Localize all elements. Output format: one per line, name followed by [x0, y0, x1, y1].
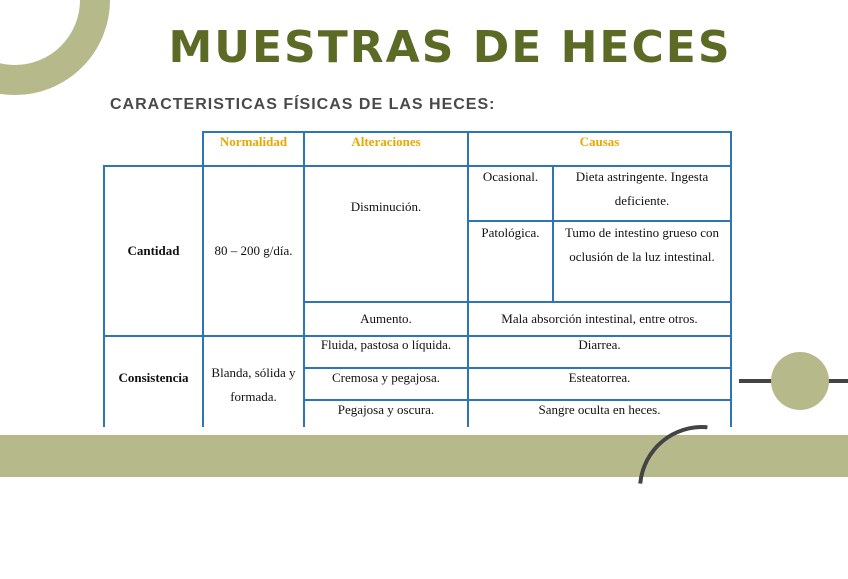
- consistencia-normal: Blanda, sólida y formada.: [211, 365, 296, 404]
- header-alteraciones: Alteraciones: [351, 134, 421, 149]
- consistencia-causa: Sangre oculta en heces.: [538, 402, 661, 417]
- cantidad-normal: 80 – 200 g/día.: [214, 243, 293, 258]
- cantidad-ocasional-causa: Dieta astringente. Ingesta deficiente.: [575, 169, 709, 208]
- consistencia-causa: Esteatorrea.: [568, 370, 631, 385]
- page-title: MUESTRAS DE HECES: [168, 22, 732, 73]
- header-normalidad: Normalidad: [219, 134, 288, 149]
- consistencia-alteracion: Pegajosa y oscura.: [337, 402, 435, 417]
- cantidad-aumento: Aumento.: [360, 311, 412, 326]
- row-label-cantidad: Cantidad: [127, 243, 180, 258]
- cantidad-aumento-causa: Mala absorción intestinal, entre otros.: [501, 311, 698, 326]
- table-border: [730, 131, 732, 427]
- cantidad-ocasional: Ocasional.: [482, 169, 539, 184]
- cantidad-disminucion: Disminución.: [350, 199, 422, 214]
- consistencia-alteracion: Cremosa y pegajosa.: [332, 370, 440, 385]
- header-causas: Causas: [579, 134, 620, 149]
- section-subtitle: CARACTERISTICAS FÍSICAS DE LAS HECES:: [110, 96, 496, 113]
- cantidad-patologica-causa: Tumo de intestino grueso con oclusión de la luz intestinal.: [564, 225, 720, 264]
- consistencia-causa: Diarrea.: [578, 337, 621, 352]
- row-label-consistencia: Consistencia: [118, 370, 189, 385]
- cantidad-patologica: Patológica.: [481, 225, 540, 240]
- consistencia-alteracion: Fluida, pastosa o líquida.: [320, 337, 452, 352]
